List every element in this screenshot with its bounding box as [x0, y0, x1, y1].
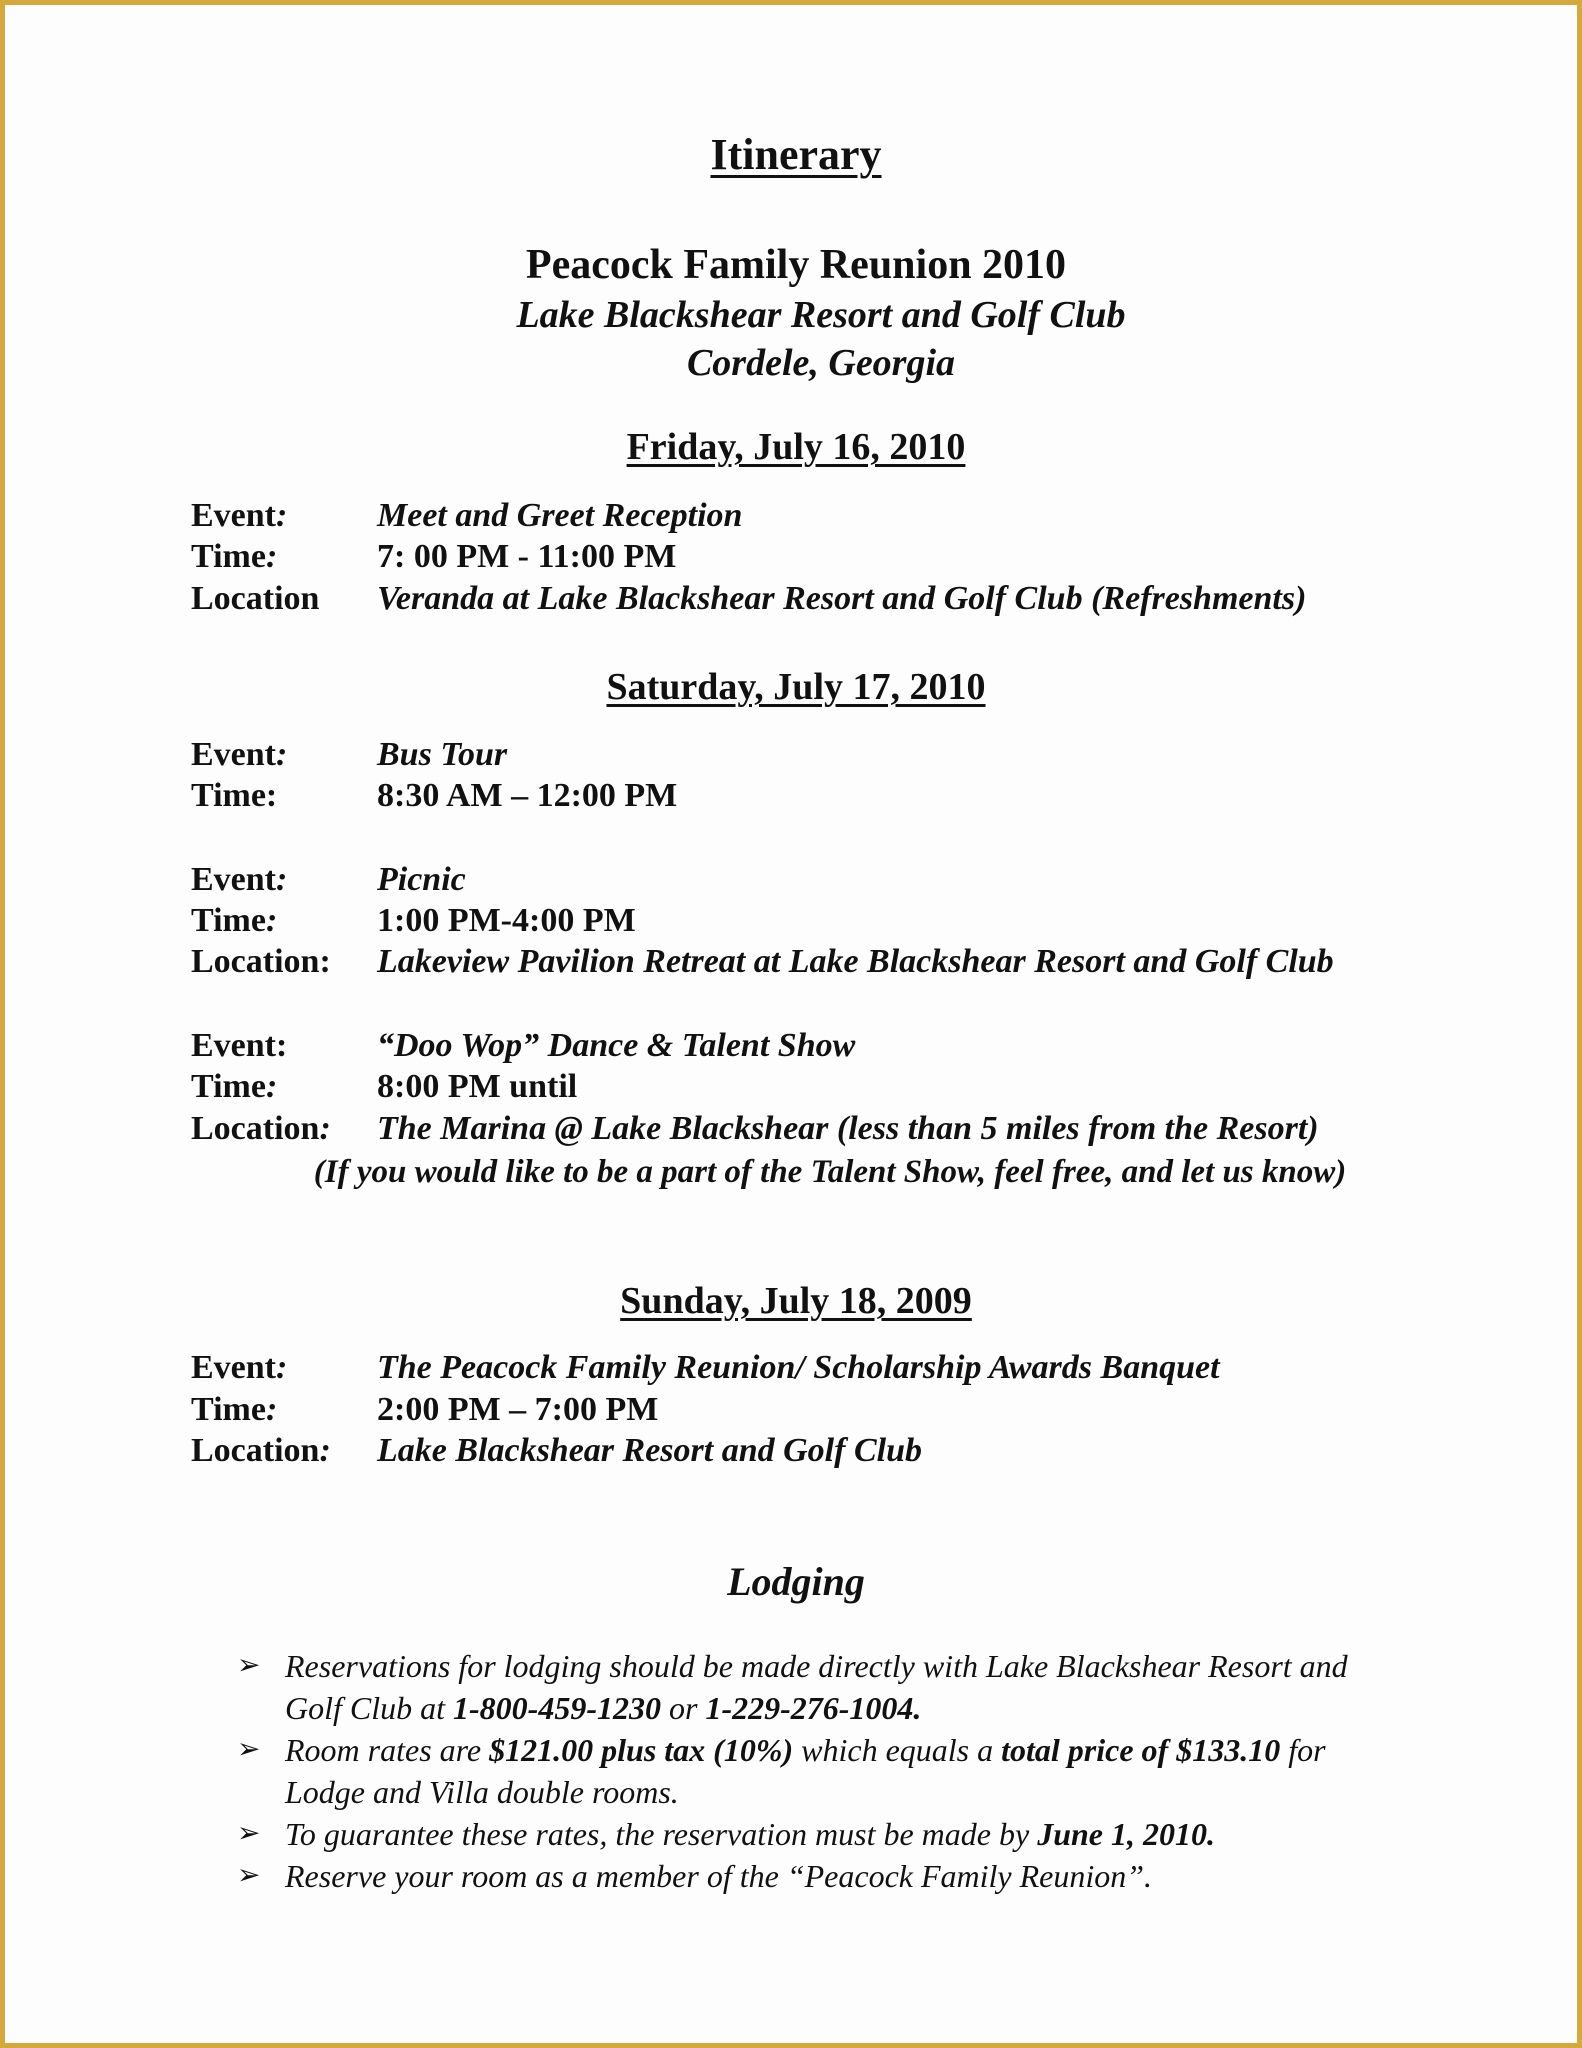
event-label: Event — [191, 1349, 276, 1386]
event-label: Event — [191, 736, 276, 773]
location-label: Location — [191, 1110, 320, 1147]
arrow-bullet-icon: ➢ — [237, 1860, 261, 1891]
picnic-time: 1:00 PM-4:00 PM — [377, 902, 636, 939]
dance-location: The Marina @ Lake Blackshear (less than 5 miles from the Resort) — [377, 1110, 1319, 1147]
friday-location: Veranda at Lake Blackshear Resort and Golf Club (Refreshments) — [377, 580, 1307, 617]
list-item: ➢ Room rates are $121.00 plus tax (10%) which equals a total price of $133.10 for Lodge and Villa double rooms. — [237, 1729, 1387, 1813]
dance-location-row: Location: The Marina @ Lake Blackshear (less than 5 miles from the Resort) — [191, 1110, 1319, 1147]
sunday-event-row: Event: The Peacock Family Reunion/ Scholarship Awards Banquet — [191, 1349, 1220, 1386]
sunday-location-row: Location: Lake Blackshear Resort and Golf Club — [191, 1432, 922, 1469]
friday-time: 7: 00 PM - 11:00 PM — [377, 538, 677, 575]
location-label: Location — [191, 1432, 320, 1469]
friday-time-row: Time: 7: 00 PM - 11:00 PM — [191, 538, 677, 575]
phone-number: 1-229-276-1004 — [705, 1690, 914, 1726]
picnic-location: Lakeview Pavilion Retreat at Lake Blackshear Resort and Golf Club — [377, 943, 1334, 980]
friday-event-row: Event: Meet and Greet Reception — [191, 497, 743, 534]
sunday-location: Lake Blackshear Resort and Golf Club — [377, 1432, 922, 1469]
time-label: Time — [191, 538, 266, 575]
picnic-event: Picnic — [377, 861, 466, 898]
time-label: Time — [191, 902, 266, 939]
sunday-event: The Peacock Family Reunion/ Scholarship Awards Banquet — [377, 1349, 1220, 1386]
picnic-time-row: Time: 1:00 PM-4:00 PM — [191, 902, 636, 939]
phone-number: 1-800-459-1230 — [453, 1690, 661, 1726]
time-label: Time — [191, 1068, 266, 1105]
list-item: ➢ To guarantee these rates, the reservation must be made by June 1, 2010. — [237, 1813, 1387, 1855]
bus-event-row: Event: Bus Tour — [191, 736, 508, 773]
bus-time: 8:30 AM – 12:00 PM — [377, 777, 678, 814]
event-name: Peacock Family Reunion 2010 — [525, 242, 1067, 288]
dance-event-row — [191, 1027, 855, 1065]
lodging-heading: Lodging — [727, 1559, 865, 1604]
city-name: Cordele, Georgia — [686, 342, 956, 384]
bus-event: Bus Tour — [377, 736, 508, 773]
venue-name: Lake Blackshear Resort and Golf Club — [516, 294, 1126, 336]
event-label: Event — [191, 861, 276, 898]
arrow-bullet-icon: ➢ — [237, 1818, 261, 1849]
talent-show-note: (If you would like to be a part of the Talent Show, feel free, and let us know) — [313, 1154, 1347, 1190]
sunday-time-row: Time: 2:00 PM – 7:00 PM — [191, 1391, 659, 1428]
sunday-time: 2:00 PM – 7:00 PM — [377, 1391, 659, 1428]
deadline-date: June 1, 2010. — [1037, 1816, 1215, 1852]
picnic-event-row: Event: Picnic — [191, 861, 466, 898]
time-label: Time: — [191, 777, 278, 814]
lodging-list — [237, 1645, 1387, 1897]
arrow-bullet-icon: ➢ — [237, 1650, 261, 1681]
sunday-heading: Sunday, July 18, 2009 — [620, 1280, 972, 1322]
event-label: Event — [191, 497, 276, 534]
location-label: Location: — [191, 943, 331, 980]
dance-time: 8:00 PM until — [377, 1068, 578, 1105]
friday-heading: Friday, July 16, 2010 — [626, 426, 966, 468]
arrow-bullet-icon: ➢ — [237, 1734, 261, 1765]
event-label: Event: — [191, 1027, 288, 1064]
bus-time-row — [191, 777, 677, 815]
total-price: total price of $133.10 — [1001, 1732, 1281, 1768]
room-rate: $121.00 plus tax (10%) — [489, 1732, 794, 1768]
list-item: ➢ Reservations for lodging should be made directly with Lake Blackshear Resort and Golf Club at 1-800-459-1230 or 1-229-276-1004. — [237, 1645, 1387, 1729]
location-label: Location — [191, 580, 320, 617]
page-title: Itinerary — [710, 130, 882, 179]
saturday-heading: Saturday, July 17, 2010 — [606, 666, 986, 708]
friday-location-row — [191, 580, 1306, 618]
friday-event: Meet and Greet Reception — [377, 497, 743, 534]
picnic-location-row — [191, 943, 1334, 981]
time-label: Time — [191, 1391, 266, 1428]
list-item: ➢ Reserve your room as a member of the “Peacock Family Reunion”. — [237, 1855, 1387, 1897]
dance-event: “Doo Wop” Dance & Talent Show — [377, 1027, 856, 1064]
dance-time-row: Time: 8:00 PM until — [191, 1068, 578, 1105]
